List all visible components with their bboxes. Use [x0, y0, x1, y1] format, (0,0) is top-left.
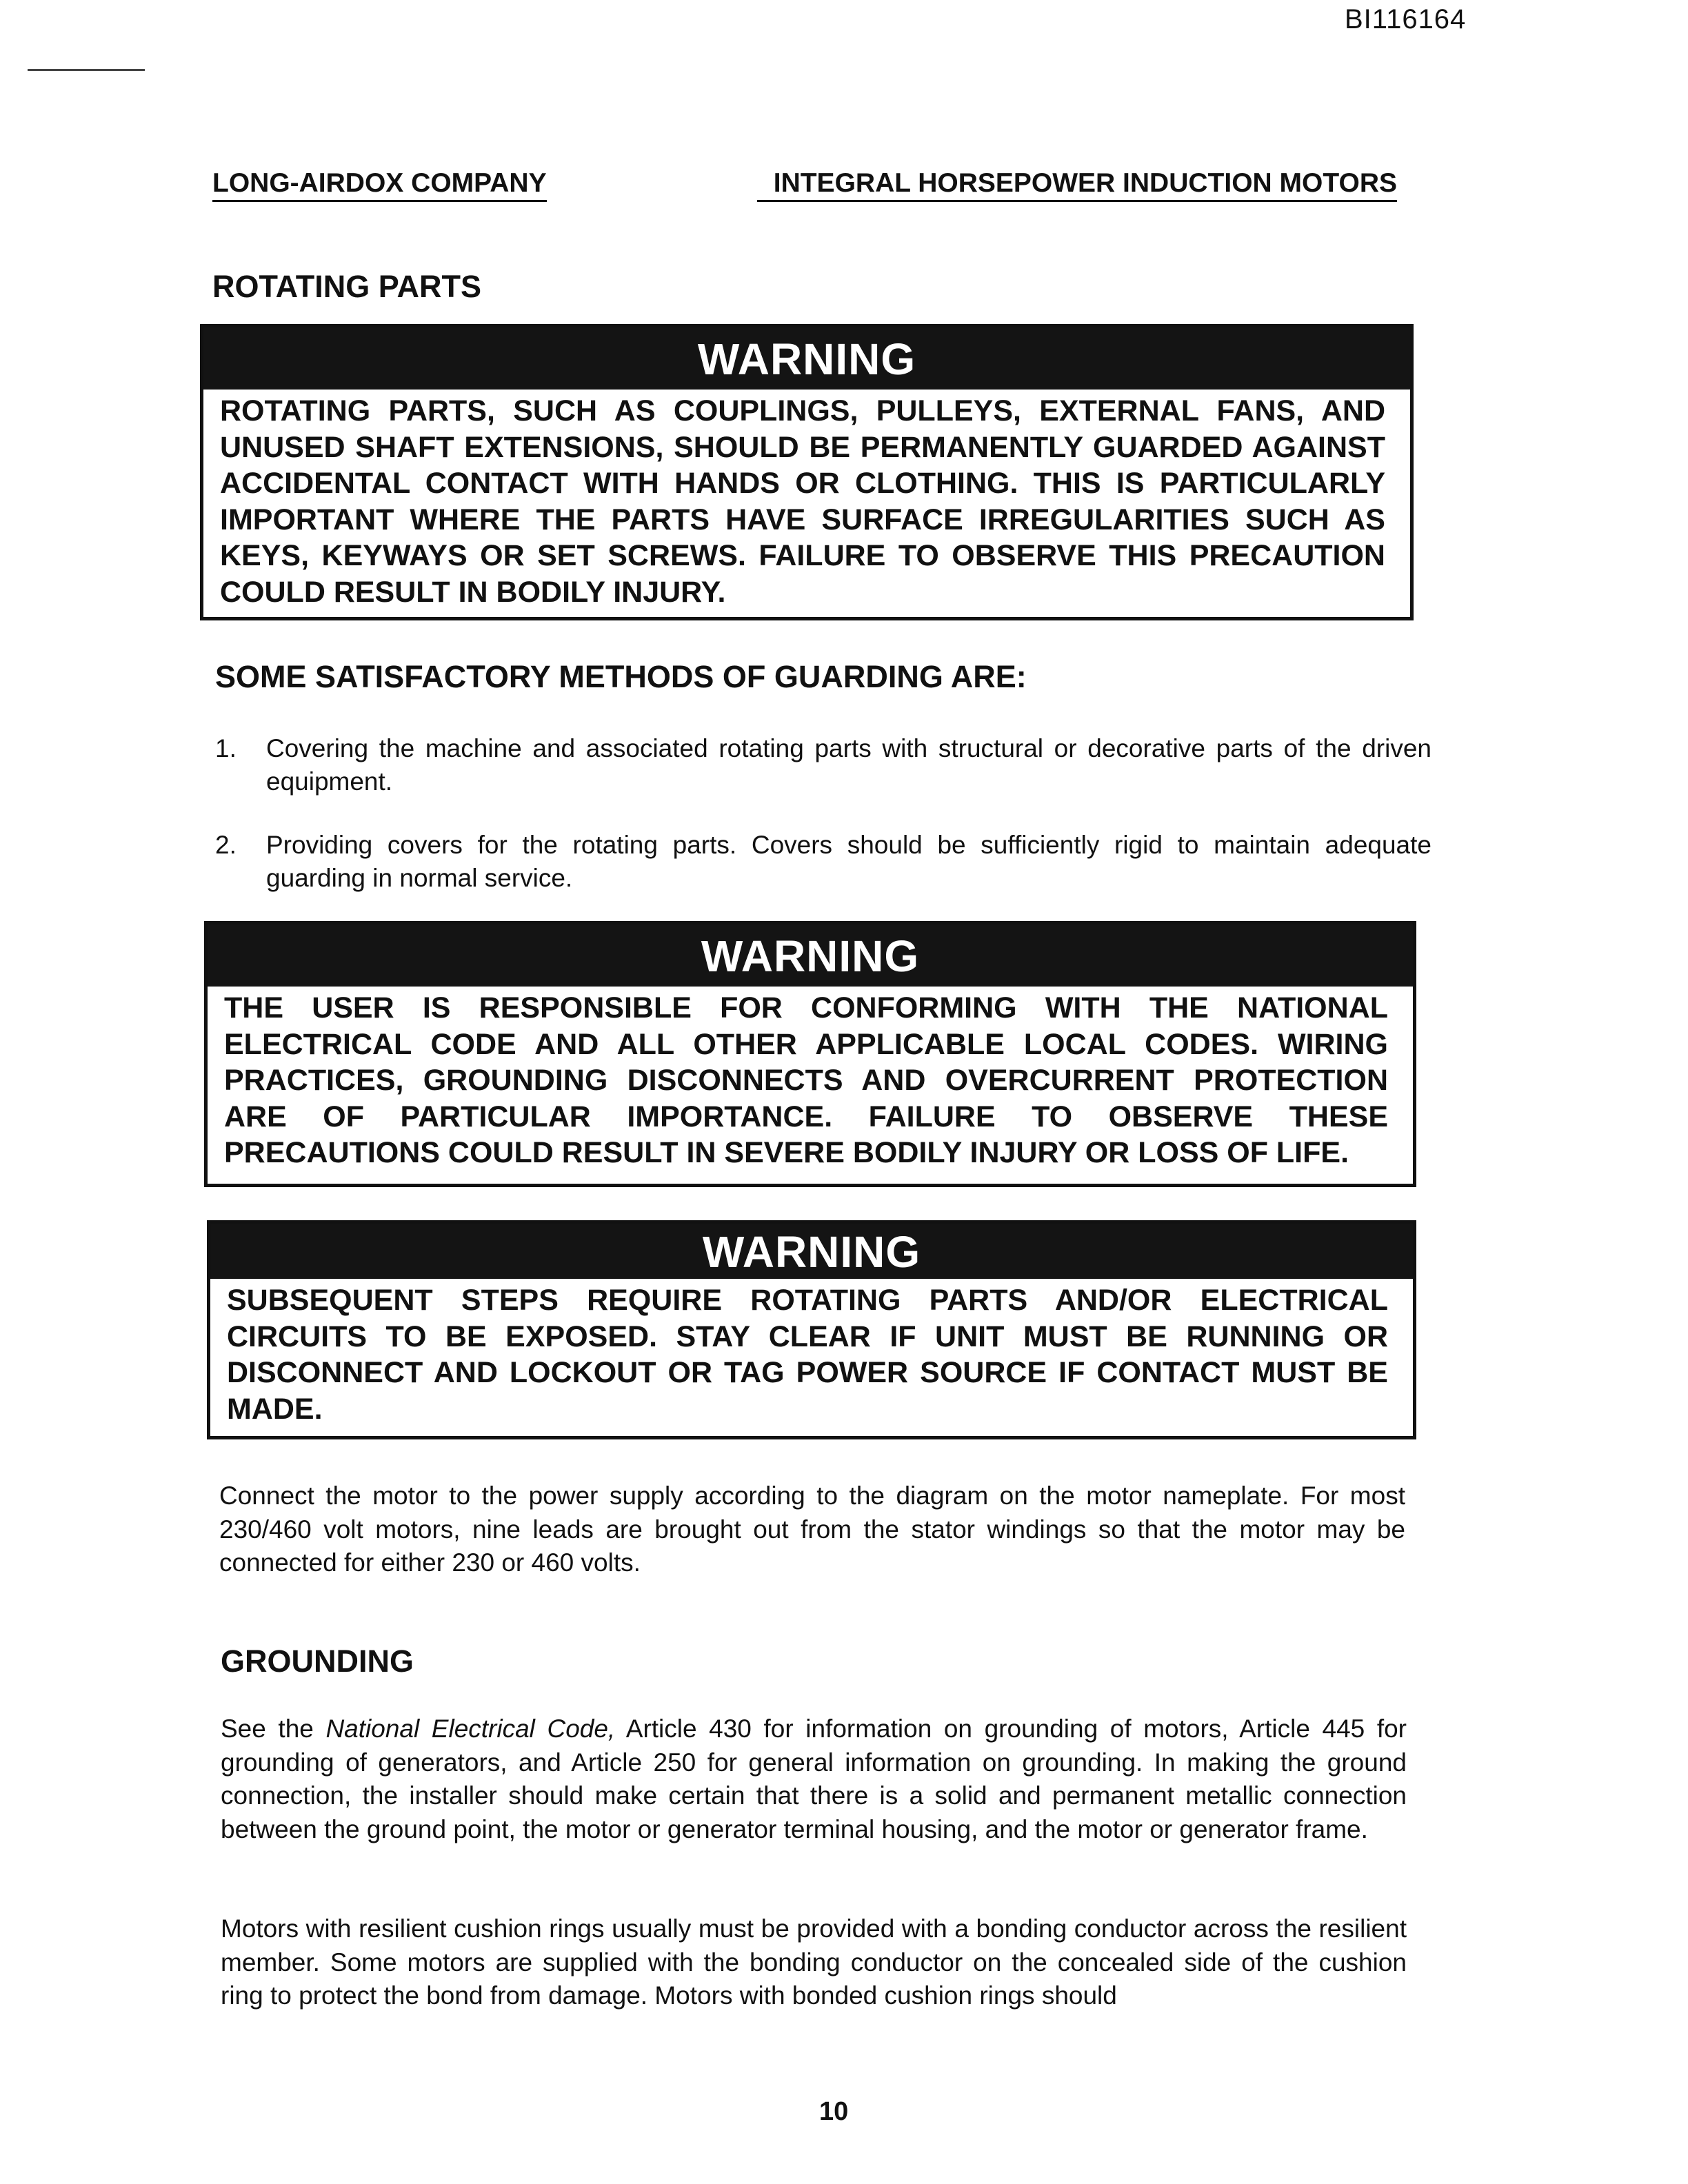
header-title: INTEGRAL HORSEPOWER INDUCTION MOTORS	[757, 168, 1397, 202]
grounding-paragraph-2: Motors with resilient cushion rings usually must be provided with a bonding conductor across the resilient member. Some motors are supplied with the bonding conductor on the concealed side of the cushion ring to protect the bond from damage. Motors with bonded cushion rings should	[221, 1914, 1407, 2010]
warning-box-electrical-code	[204, 921, 1416, 1187]
rotating-parts-heading: ROTATING PARTS	[212, 269, 481, 304]
warning-text: SUBSEQUENT STEPS REQUIRE ROTATING PARTS AND/OR ELECTRICAL CIRCUITS TO BE EXPOSED. STAY CLEAR IF UNIT MUST BE RUNNING OR DISCONNECT AND LOCKOUT OR TAG POWER SOURCE IF CONTACT MUST BE MADE.	[227, 1284, 1388, 1426]
grounding-paragraph-1-prefix: See the	[221, 1715, 326, 1743]
guarding-methods-heading: SOME SATISFACTORY METHODS OF GUARDING ARE:	[215, 659, 1027, 694]
connect-motor-paragraph: Connect the motor to the power supply according to the diagram on the motor nameplate. For most 230/460 volt motors, nine leads are brought out from the stator windings so that the motor may be connected for either 230 or 460 volts.	[219, 1482, 1405, 1577]
list-item-number: 1.	[215, 734, 237, 762]
header-company: LONG-AIRDOX COMPANY	[212, 168, 547, 202]
list-item-number: 2.	[215, 831, 237, 859]
grounding-paragraph-1-text: Article 430 for information on grounding of motors, Article 445 for grounding of generators, and Article 250 for general information on grounding. In making the ground connection, the installer should make certain that there is a solid and permanent metallic connection between the ground point, the motor or generator terminal housing, and the motor or generator frame.	[221, 1715, 1407, 1843]
header-rule	[28, 69, 145, 71]
warning-box-rotating-parts	[200, 324, 1414, 620]
warning-title: WARNING	[210, 1224, 1413, 1279]
page-number: 10	[819, 2097, 849, 2126]
grounding-paragraph-1	[221, 1712, 1407, 1846]
grounding-heading: GROUNDING	[221, 1644, 414, 1679]
national-electrical-code-title: National Electrical Code,	[325, 1715, 616, 1743]
warning-title: WARNING	[208, 924, 1413, 987]
list-item	[215, 829, 1436, 898]
warning-text: THE USER IS RESPONSIBLE FOR CONFORMING WITH THE NATIONAL ELECTRICAL CODE AND ALL OTHER APPLICABLE LOCAL CODES. WIRING PRACTICES, GROUNDING DISCONNECTS AND OVERCURRENT PROTECTION ARE OF PARTICULAR IMPORTANCE. FAILURE TO OBSERVE THESE PRECAUTIONS COULD RESULT IN SEVERE BODILY INJURY OR LOSS OF LIFE.	[224, 991, 1388, 1169]
list-item	[215, 732, 1436, 801]
list-item-text: Covering the machine and associated rotating parts with structural or decorative parts of the driven equipment.	[266, 734, 1431, 796]
document-id: BI116164	[1345, 4, 1467, 34]
warning-box-exposed-parts	[207, 1220, 1416, 1439]
list-item-text: Providing covers for the rotating parts. Covers should be sufficiently rigid to maintain adequate guarding in normal service.	[266, 831, 1431, 892]
warning-text: ROTATING PARTS, SUCH AS COUPLINGS, PULLEYS, EXTERNAL FANS, AND UNUSED SHAFT EXTENSIONS, SHOULD BE PERMANENTLY GUARDED AGAINST ACCIDENTAL CONTACT WITH HANDS OR CLOTHING. THIS IS PARTICULARLY IMPORTANT WHERE THE PARTS HAVE SURFACE IRREGULARITIES SUCH AS KEYS, KEYWAYS OR SET SCREWS. FAILURE TO OBSERVE THIS PRECAUTION COULD RESULT IN BODILY INJURY.	[220, 394, 1385, 609]
warning-title: WARNING	[203, 327, 1410, 390]
